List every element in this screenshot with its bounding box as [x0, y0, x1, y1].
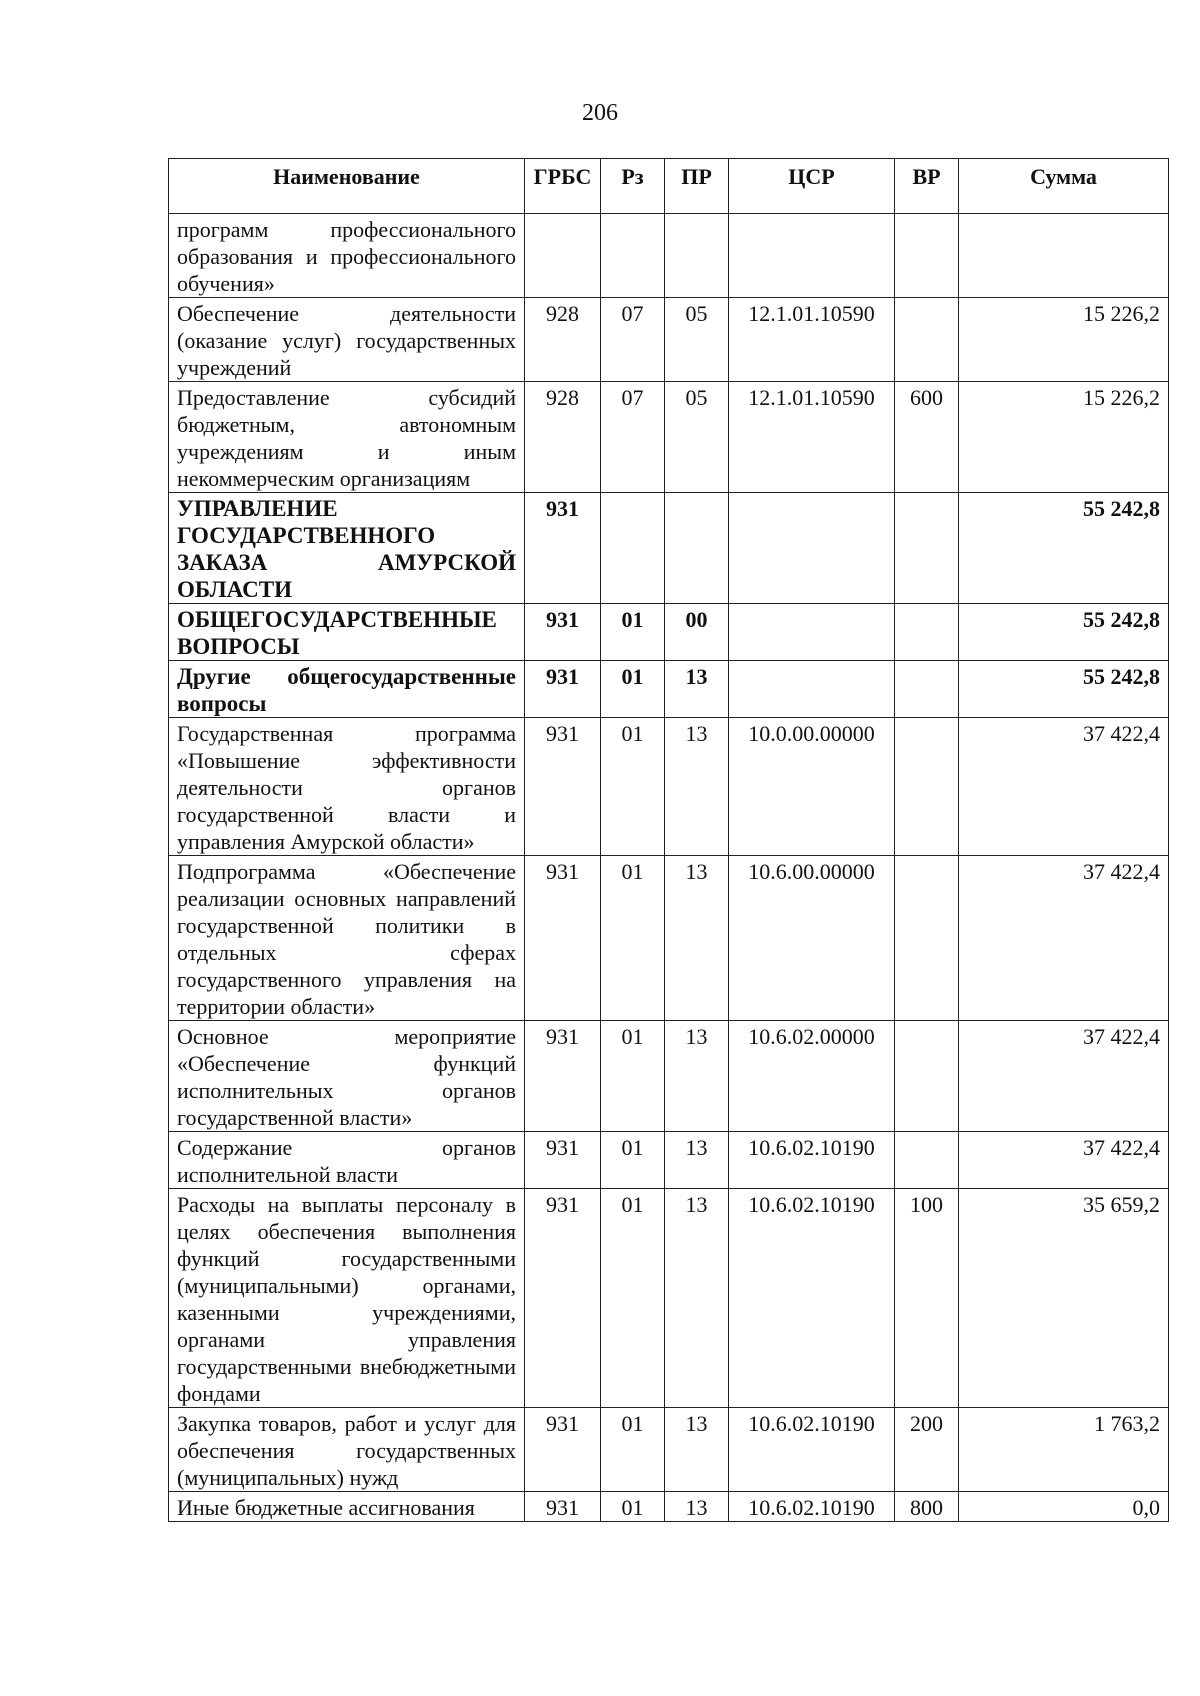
- cell-grbs: [525, 214, 601, 298]
- cell-rz: 07: [601, 298, 665, 382]
- cell-rz: 01: [601, 604, 665, 661]
- cell-name: Обеспечение деятельности (оказание услуг) государственных учреждений: [169, 298, 525, 382]
- cell-csr: 10.6.02.10190: [729, 1492, 895, 1522]
- table-row: [169, 298, 1169, 382]
- cell-csr: [729, 214, 895, 298]
- cell-sum: 37 422,4: [959, 1021, 1169, 1132]
- cell-sum: 35 659,2: [959, 1189, 1169, 1408]
- cell-vr: [895, 1021, 959, 1132]
- cell-pr: 05: [665, 298, 729, 382]
- header-rz: Рз: [601, 159, 665, 214]
- cell-csr: 10.6.02.10190: [729, 1132, 895, 1189]
- cell-pr: 13: [665, 661, 729, 718]
- cell-vr: [895, 718, 959, 856]
- table-row: [169, 1189, 1169, 1408]
- cell-name: Содержание органов исполнительной власти: [169, 1132, 525, 1189]
- header-grbs: ГРБС: [525, 159, 601, 214]
- table-row: [169, 856, 1169, 1021]
- cell-grbs: 931: [525, 493, 601, 604]
- cell-name: УПРАВЛЕНИЕ ГОСУДАРСТВЕННОГО ЗАКАЗА АМУРСКОЙ ОБЛАСТИ: [169, 493, 525, 604]
- cell-name: Основное мероприятие «Обеспечение функций исполнительных органов государственной власти»: [169, 1021, 525, 1132]
- cell-csr: 10.6.02.10190: [729, 1408, 895, 1492]
- cell-vr: [895, 604, 959, 661]
- cell-grbs: 931: [525, 1132, 601, 1189]
- cell-pr: 13: [665, 856, 729, 1021]
- cell-csr: [729, 604, 895, 661]
- table-row: [169, 382, 1169, 493]
- cell-vr: [895, 214, 959, 298]
- cell-rz: 01: [601, 856, 665, 1021]
- cell-grbs: 928: [525, 298, 601, 382]
- cell-sum: [959, 214, 1169, 298]
- cell-grbs: 931: [525, 1492, 601, 1522]
- cell-rz: 07: [601, 382, 665, 493]
- cell-csr: 10.6.00.00000: [729, 856, 895, 1021]
- cell-pr: 13: [665, 718, 729, 856]
- cell-name: Государственная программа «Повышение эффективности деятельности органов государственной власти и управления Амурской области»: [169, 718, 525, 856]
- cell-grbs: 931: [525, 1408, 601, 1492]
- cell-name: программ профессионального образования и профессионального обучения»: [169, 214, 525, 298]
- cell-rz: [601, 493, 665, 604]
- cell-vr: [895, 298, 959, 382]
- cell-pr: 13: [665, 1132, 729, 1189]
- cell-sum: 55 242,8: [959, 661, 1169, 718]
- cell-grbs: 931: [525, 718, 601, 856]
- table-header-row: [169, 159, 1169, 214]
- cell-sum: 55 242,8: [959, 493, 1169, 604]
- cell-sum: 37 422,4: [959, 718, 1169, 856]
- cell-pr: [665, 493, 729, 604]
- cell-pr: 13: [665, 1492, 729, 1522]
- cell-rz: 01: [601, 661, 665, 718]
- table-row: [169, 718, 1169, 856]
- cell-grbs: 931: [525, 604, 601, 661]
- cell-grbs: 931: [525, 856, 601, 1021]
- cell-sum: 15 226,2: [959, 298, 1169, 382]
- cell-rz: 01: [601, 1132, 665, 1189]
- cell-csr: 10.0.00.00000: [729, 718, 895, 856]
- cell-rz: 01: [601, 718, 665, 856]
- header-vr: ВР: [895, 159, 959, 214]
- cell-name: Закупка товаров, работ и услуг для обеспечения государственных (муниципальных) нужд: [169, 1408, 525, 1492]
- cell-vr: 100: [895, 1189, 959, 1408]
- cell-grbs: 928: [525, 382, 601, 493]
- cell-rz: 01: [601, 1021, 665, 1132]
- header-csr: ЦСР: [729, 159, 895, 214]
- header-name: Наименование: [169, 159, 525, 214]
- cell-name: Другие общегосударственные вопросы: [169, 661, 525, 718]
- table-row: [169, 1408, 1169, 1492]
- cell-pr: 00: [665, 604, 729, 661]
- cell-vr: [895, 1132, 959, 1189]
- table-row: [169, 493, 1169, 604]
- cell-pr: 13: [665, 1408, 729, 1492]
- header-pr: ПР: [665, 159, 729, 214]
- cell-pr: [665, 214, 729, 298]
- cell-name: Иные бюджетные ассигнования: [169, 1492, 525, 1522]
- cell-vr: 800: [895, 1492, 959, 1522]
- cell-sum: 0,0: [959, 1492, 1169, 1522]
- cell-grbs: 931: [525, 1189, 601, 1408]
- cell-csr: 12.1.01.10590: [729, 298, 895, 382]
- cell-grbs: 931: [525, 1021, 601, 1132]
- cell-vr: [895, 856, 959, 1021]
- cell-name: Подпрограмма «Обеспечение реализации основных направлений государственной политики в отдельных сферах государственного управления на территории области»: [169, 856, 525, 1021]
- cell-rz: [601, 214, 665, 298]
- cell-rz: 01: [601, 1189, 665, 1408]
- cell-name: Расходы на выплаты персоналу в целях обеспечения выполнения функций государственными (муниципальными) органами, казенными учреждениями, органами управления государственными внебюджетными фондами: [169, 1189, 525, 1408]
- cell-rz: 01: [601, 1492, 665, 1522]
- cell-name: Предоставление субсидий бюджетным, автономным учреждениям и иным некоммерческим организациям: [169, 382, 525, 493]
- cell-csr: 10.6.02.10190: [729, 1189, 895, 1408]
- cell-sum: 15 226,2: [959, 382, 1169, 493]
- cell-grbs: 931: [525, 661, 601, 718]
- cell-csr: [729, 661, 895, 718]
- cell-sum: 37 422,4: [959, 1132, 1169, 1189]
- table-row: [169, 661, 1169, 718]
- header-sum: Сумма: [959, 159, 1169, 214]
- cell-sum: 1 763,2: [959, 1408, 1169, 1492]
- table-row: [169, 1492, 1169, 1522]
- cell-vr: [895, 661, 959, 718]
- budget-table: [168, 158, 1169, 1522]
- table-row: [169, 1021, 1169, 1132]
- cell-csr: 12.1.01.10590: [729, 382, 895, 493]
- table-row: [169, 604, 1169, 661]
- cell-vr: 600: [895, 382, 959, 493]
- cell-pr: 05: [665, 382, 729, 493]
- cell-vr: 200: [895, 1408, 959, 1492]
- cell-csr: 10.6.02.00000: [729, 1021, 895, 1132]
- cell-pr: 13: [665, 1021, 729, 1132]
- cell-name: ОБЩЕГОСУДАРСТВЕННЫЕ ВОПРОСЫ: [169, 604, 525, 661]
- cell-sum: 37 422,4: [959, 856, 1169, 1021]
- cell-rz: 01: [601, 1408, 665, 1492]
- table-row: [169, 1132, 1169, 1189]
- cell-vr: [895, 493, 959, 604]
- cell-pr: 13: [665, 1189, 729, 1408]
- page-number: 206: [582, 100, 618, 126]
- cell-sum: 55 242,8: [959, 604, 1169, 661]
- table-row: [169, 214, 1169, 298]
- cell-csr: [729, 493, 895, 604]
